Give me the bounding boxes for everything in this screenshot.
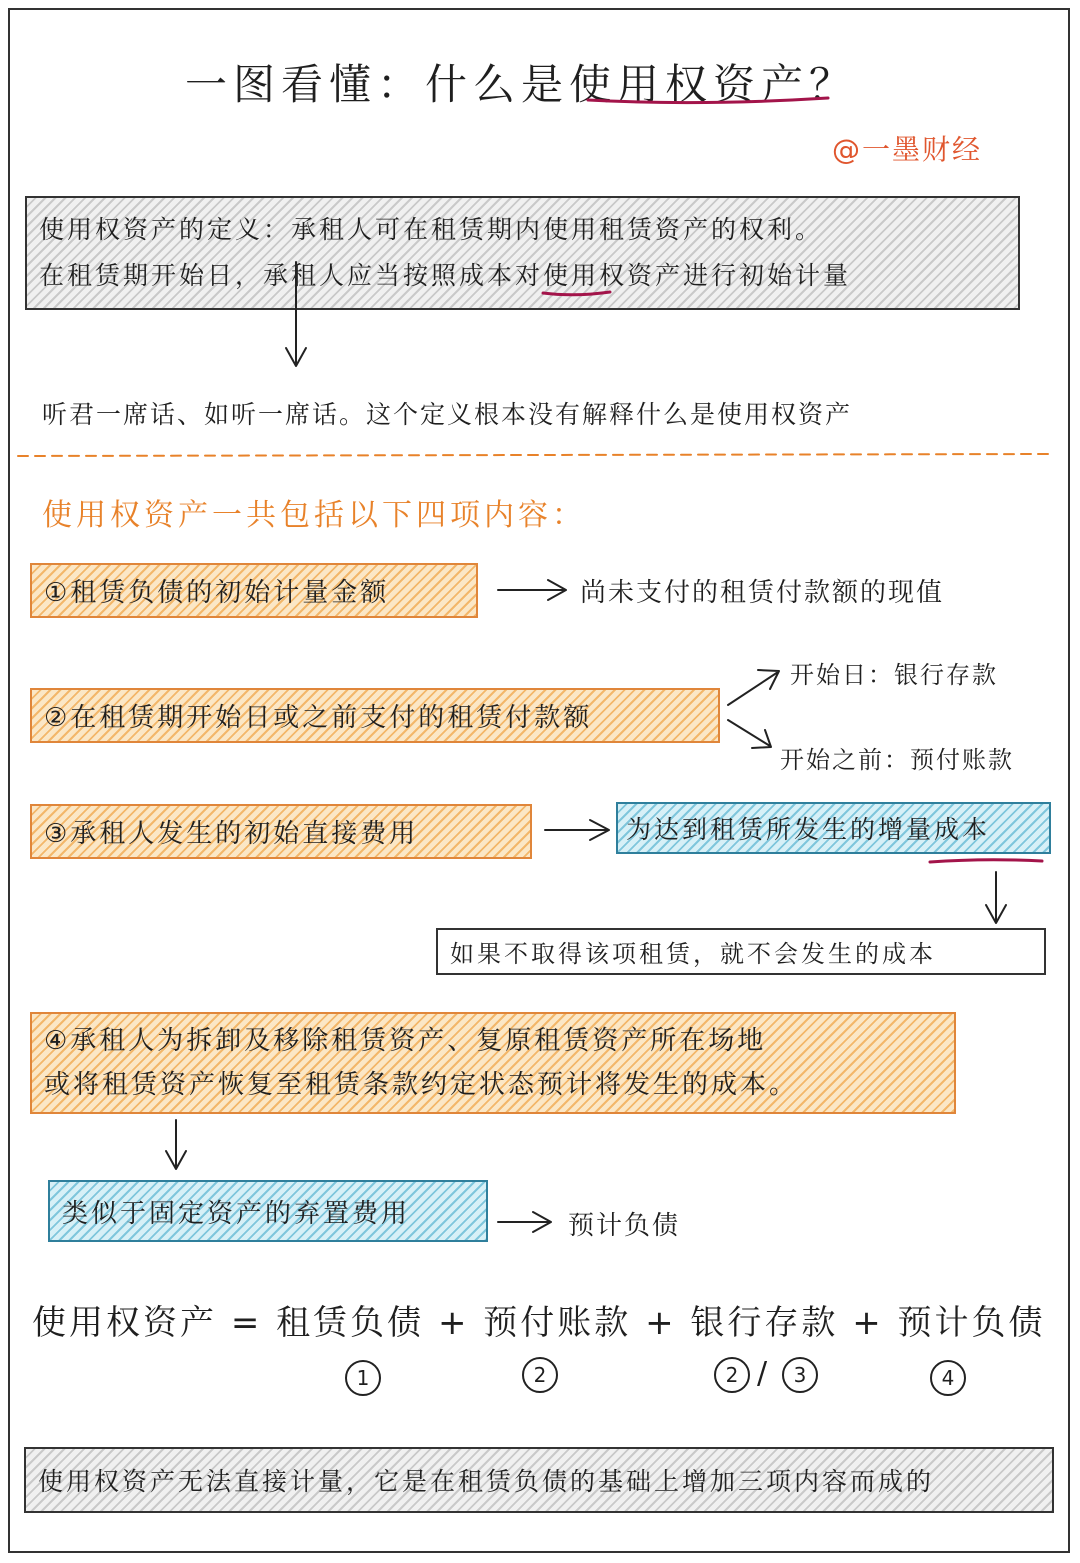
item-2-branch-before: 开始之前：预付账款 bbox=[780, 746, 1014, 774]
definition-box bbox=[25, 196, 1020, 310]
formula-marker-1: 1 bbox=[345, 1360, 381, 1396]
item-1-label: ①租赁负债的初始计量金额 bbox=[44, 578, 390, 608]
definition-line-2-pre: 在租赁期开始日，承租人应当按照 bbox=[39, 261, 460, 290]
title-main: 一图看懂：什么是 bbox=[185, 60, 570, 109]
summary-box bbox=[24, 1447, 1054, 1513]
formula-marker-sep: / bbox=[757, 1356, 770, 1391]
formula-marker-4: 4 bbox=[930, 1360, 966, 1396]
formula-equals: = bbox=[230, 1303, 263, 1343]
item-1-box bbox=[30, 563, 478, 618]
item-3-result-box bbox=[616, 802, 1051, 854]
title-highlight: 使用权资产 bbox=[569, 60, 810, 109]
formula-term-3: 银行存款 bbox=[690, 1303, 839, 1343]
item-3-explain-box bbox=[436, 928, 1046, 975]
item-4-line-2: 或将租赁资产恢复至租赁条款约定状态预计将发生的成本。 bbox=[44, 1070, 799, 1100]
item-4-line-1: ④承租人为拆卸及移除租赁资产、复原租赁资产所在场地 bbox=[44, 1026, 767, 1056]
section-heading: 使用权资产一共包括以下四项内容： bbox=[42, 498, 586, 533]
item-3-incremental-cost: 增量成本 bbox=[878, 815, 991, 844]
comment-text: 听君一席话、如听一席话。这个定义根本没有解释什么是使用权资产 bbox=[42, 400, 853, 429]
summary-text: 使用权资产无法直接计量，它是在租赁负债的基础上增加三项内容而成的 bbox=[38, 1467, 935, 1496]
definition-line-2 bbox=[39, 253, 851, 299]
item-2-branch-start-date: 开始日：银行存款 bbox=[790, 661, 998, 689]
formula-marker-3b: 3 bbox=[782, 1357, 818, 1393]
formula-plus-1: + bbox=[437, 1303, 470, 1343]
item-2-box bbox=[30, 688, 720, 743]
formula-term-1: 租赁负债 bbox=[276, 1303, 425, 1343]
item-3-label: ③承租人发生的初始直接费用 bbox=[44, 819, 419, 849]
formula-term-4: 预计负债 bbox=[897, 1303, 1046, 1343]
formula bbox=[32, 1295, 1046, 1344]
author-credit: @一墨财经 bbox=[832, 133, 983, 166]
item-4-result: 预计负债 bbox=[568, 1211, 681, 1241]
item-2-label: ②在租赁期开始日或之前支付的租赁付款额 bbox=[44, 703, 593, 733]
formula-marker-3a: 2 bbox=[714, 1357, 750, 1393]
item-4-similar-box bbox=[48, 1180, 488, 1242]
item-3-explain: 如果不取得该项租赁，就不会发生的成本 bbox=[450, 940, 936, 968]
item-4-similar: 类似于固定资产的弃置费用 bbox=[62, 1198, 411, 1229]
item-3-result bbox=[626, 810, 990, 846]
definition-line-2-post: 对使用权资产进行初始计量 bbox=[515, 261, 852, 290]
item-1-result: 尚未支付的租赁付款额的现值 bbox=[580, 578, 945, 608]
item-3-result-pre: 为达到租赁所发生的 bbox=[626, 815, 879, 844]
item-4-box bbox=[30, 1012, 956, 1114]
title-question: ？ bbox=[809, 60, 858, 109]
formula-plus-2: + bbox=[645, 1303, 677, 1343]
page-title bbox=[185, 52, 857, 112]
formula-marker-2: 2 bbox=[522, 1357, 558, 1393]
formula-lhs: 使用权资产 bbox=[32, 1303, 217, 1343]
formula-term-2: 预付账款 bbox=[483, 1303, 632, 1343]
definition-cost-emphasis: 成本 bbox=[459, 261, 516, 290]
definition-line-1: 使用权资产的定义：承租人可在租赁期内使用租赁资产的权利。 bbox=[39, 215, 824, 244]
formula-plus-3: + bbox=[852, 1303, 884, 1343]
item-3-box bbox=[30, 804, 532, 859]
